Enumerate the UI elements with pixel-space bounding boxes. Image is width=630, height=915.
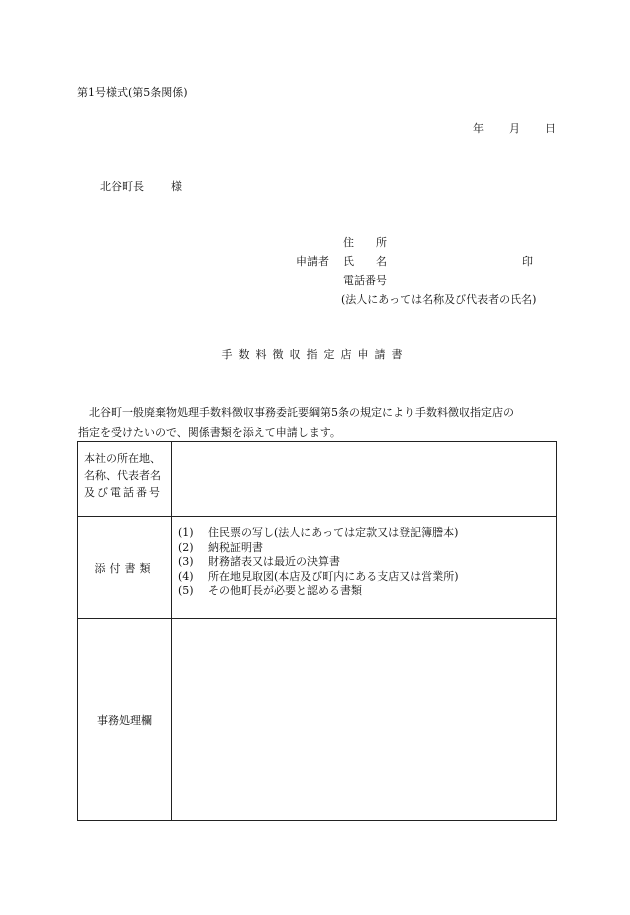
date-year: 年 (473, 122, 484, 135)
office-use-field[interactable] (172, 619, 556, 820)
body-paragraph (78, 403, 558, 443)
attachments-list (178, 526, 459, 599)
company-info-label: 本社の所在地、 名称、代表者名 及び電話番号 (78, 442, 172, 516)
table-row-company-info (78, 442, 556, 517)
company-info-field[interactable] (172, 442, 556, 516)
application-table (77, 441, 557, 821)
body-line-1: 北谷町一般廃棄物処理手数料徴収事務委託要綱第5条の規定により手数料徴収指定店の (89, 406, 514, 419)
seal-mark: 印 (522, 255, 533, 268)
list-item: (4) 所在地見取図(本店及び町内にある支店又は営業所) (178, 569, 459, 583)
date-month: 月 (509, 122, 520, 135)
list-item: (3) 財務諸表又は最近の決算書 (178, 555, 340, 568)
corporate-note: (法人にあっては名称及び代表者の氏名) (341, 293, 537, 306)
name-label: 氏 名 (343, 255, 387, 268)
list-item: (1) 住民票の写し(法人にあっては定款又は登記簿謄本) (178, 526, 459, 539)
attachments-list-cell (172, 517, 556, 618)
addressee-honorific: 様 (171, 180, 182, 193)
applicant-label: 申請者 (296, 255, 329, 268)
office-use-label: 事務処理欄 (78, 619, 172, 820)
form-number: 第1号様式(第5条関係) (77, 86, 188, 99)
attachments-label: 添付書類 (78, 517, 172, 618)
table-row-attachments (78, 517, 556, 619)
body-line-2: 指定を受けたいので、関係書類を添えて申請します。 (78, 426, 341, 439)
addressee-name: 北谷町長 (100, 180, 144, 193)
date-day: 日 (545, 122, 556, 135)
phone-label: 電話番号 (343, 274, 387, 287)
document-title: 手数料徴収指定店申請書 (221, 348, 409, 361)
address-label: 住 所 (343, 236, 387, 249)
list-item: (2) 納税証明書 (178, 540, 263, 554)
table-row-office-use (78, 619, 556, 820)
list-item: (5) その他町長が必要と認める書類 (178, 584, 362, 597)
